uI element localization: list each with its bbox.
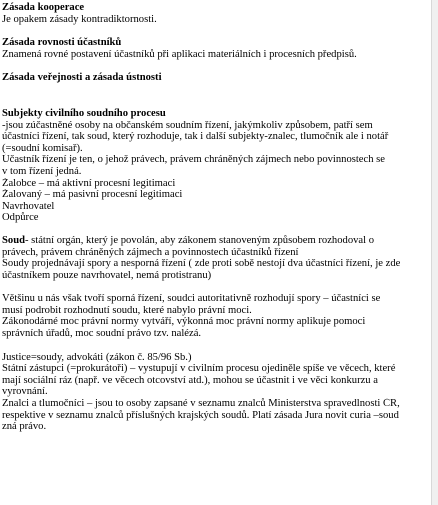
text-line: účastníkem pouze navrhovatel, nemá protistranu) bbox=[2, 269, 212, 281]
text-line: respektive v seznamu znalců příslušných krajských soudů. Platí zásada Jura novit curia –soud bbox=[2, 409, 399, 421]
text-line: Navrhovatel bbox=[2, 200, 55, 212]
heading-subjekty: Subjekty civilního soudního procesu bbox=[2, 107, 166, 119]
text-line: Žalovaný – má pasivní procesní legitimaci bbox=[2, 189, 183, 201]
soud-bold-word: Soud bbox=[2, 234, 25, 246]
text-line: právech, právem chráněných zájmech a povinnostech účastníků řízení bbox=[2, 246, 299, 258]
text-line: Znalci a tlumočníci – jsou to osoby zapsané v seznamu znalců Ministerstva spravedlnosti ČR, bbox=[2, 398, 400, 410]
text-line: zná právo. bbox=[2, 421, 47, 433]
text-line: účastníci řízení, tak soud, který rozhoduje, tak i další subjekty-znalec, tlumočník ale i notář bbox=[2, 131, 389, 143]
text-line: Účastník řízení je ten, o jehož právech, právem chráněných zájmech nebo povinnostech se bbox=[2, 154, 385, 166]
text-line: Znamená rovné postavení účastníků při aplikaci materiálních i procesních předpisů. bbox=[2, 48, 357, 60]
text-line: (=soudní komisař). bbox=[2, 142, 83, 154]
text-line: mají sociální ráz (např. ve věcech otcovství atd.), mohou se účastnit i ve věci konkurzu a bbox=[2, 374, 378, 386]
text-line: -jsou zúčastněné osoby na občanském soudním řízení, jakýmkoliv způsobem, patří sem bbox=[2, 119, 373, 131]
text-line: Soudy projednávají spory a nesporná řízení ( zde proti sobě nestojí dva účastníci řízení, je zde bbox=[2, 258, 401, 270]
text-line: Odpůrce bbox=[2, 212, 39, 224]
text-line: Státní zástupci (=prokurátoři) – vystupují v civilním procesu ojediněle spíše ve věcech, které bbox=[2, 363, 396, 375]
text-line: v tom řízení jedná. bbox=[2, 165, 82, 177]
text-line: musí podrobit rozhodnutí soudu, které nabylo právní moci. bbox=[2, 304, 252, 316]
text-line: Justice=soudy, advokáti (zákon č. 85/96 Sb.) bbox=[2, 351, 192, 363]
soud-first-line bbox=[2, 235, 432, 247]
heading-zasada-kooperace: Zásada kooperace bbox=[2, 2, 85, 13]
text-line: Žalobce – má aktivní procesní legitimaci bbox=[2, 177, 176, 189]
text-line: Je opakem zásady kontradiktornosti. bbox=[2, 13, 157, 25]
text-line: vyrovnání. bbox=[2, 386, 48, 398]
vertical-scrollbar[interactable] bbox=[431, 0, 438, 505]
text-line: správních úřadů, moc soudní právo tzv. nalézá. bbox=[2, 328, 202, 340]
soud-definition: - státní orgán, který je povolán, aby zákonem stanoveným způsobem rozhodoval o bbox=[24, 234, 374, 246]
heading-zasada-rovnosti: Zásada rovnosti účastníků bbox=[2, 37, 122, 49]
text-line: Většinu u nás však tvoří sporná řízení, soudci autoritativně rozhodují spory – účastníci se bbox=[2, 293, 381, 305]
text-line: Zákonodárné moc právní normy vytváří, výkonná moc právní normy aplikuje pomoci bbox=[2, 316, 366, 328]
heading-zasada-verejnosti: Zásada veřejnosti a zásada ústnosti bbox=[2, 72, 162, 84]
